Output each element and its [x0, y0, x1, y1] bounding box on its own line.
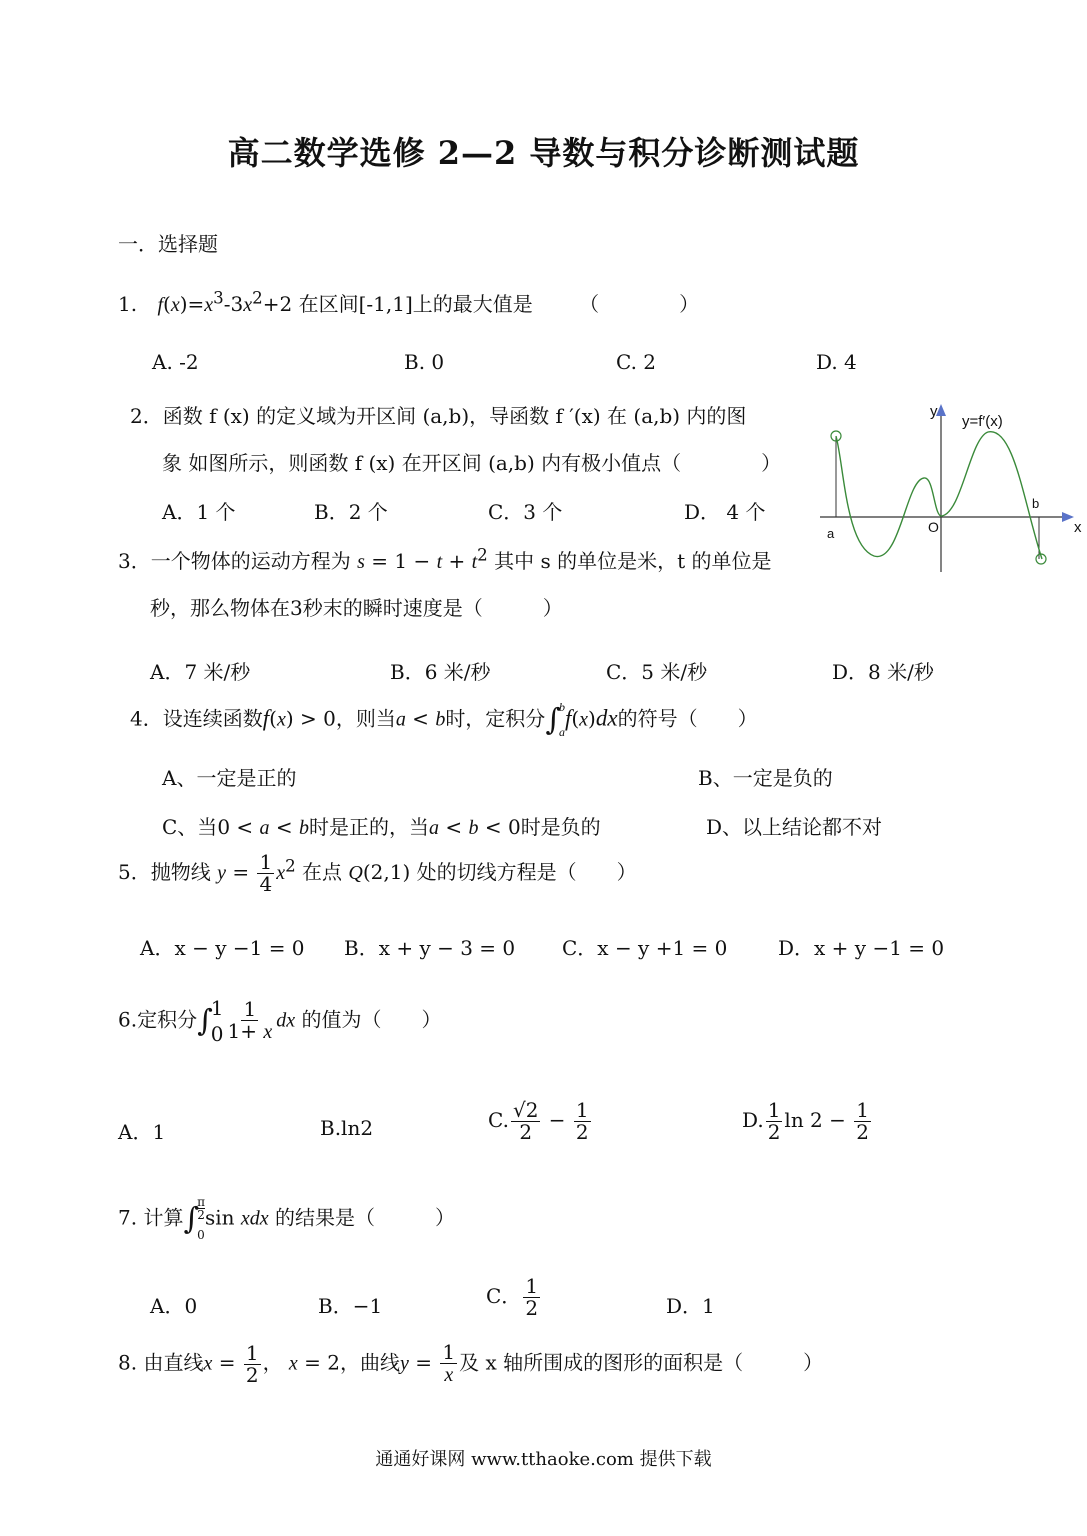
question-3-line2: 秒，那么物体在3秒末的瞬时速度是（ ） [150, 596, 563, 620]
q1-option-b: B. 0 [404, 350, 445, 374]
x-axis-label: x [1074, 519, 1082, 536]
q2-option-c: C．3 个 [488, 500, 563, 524]
q4-option-c: C、当0 < a < b时是正的，当a < b < 0时是负的 [162, 815, 601, 839]
b-label: b [1032, 496, 1040, 511]
derivative-curve [836, 432, 1042, 559]
q1-option-a: A. -2 [152, 350, 199, 374]
question-2-line2: 象 如图所示，则函数 f (x) 在开区间 (a,b) 内有极小值点（ ） [162, 451, 782, 475]
q6-option-c: C. $\frac{√2}{2}$ − $\frac{1}{2}$ [488, 1098, 589, 1144]
q2-option-a: A．1 个 [162, 500, 236, 524]
function-label: y=f′(x) [962, 413, 1003, 430]
q6-option-d: D. $\frac{1}{2}$ ln 2 − $\frac{1}{2}$ [742, 1098, 869, 1144]
q2-option-b: B．2 个 [314, 500, 388, 524]
q3-option-a: A．7 米/秒 [150, 660, 251, 684]
q3-option-c: C．5 米/秒 [606, 660, 708, 684]
question-5: 5．抛物线 y = $\frac{1}{4}$ $x^2$ 在点 Q(2,1) 处的切线方程是（ ） [118, 850, 637, 896]
q4-option-b: B、一定是负的 [698, 766, 833, 790]
q6-option-a: A．1 [118, 1120, 166, 1144]
question-4: 4．设连续函数f(x) > 0，则当a < b时，定积分∫ b a f(x)dx的符号（ ） [130, 700, 758, 739]
question-3-line1: 3．一个物体的运动方程为 $s = 1 - t + t^2$ 其中 s 的单位是米，t 的单位是 [118, 545, 772, 573]
derivative-graph [810, 396, 1086, 586]
q5-option-a: A．x − y −1 = 0 [140, 936, 305, 960]
q7-option-a: A．0 [150, 1294, 198, 1318]
page-title: 高二数学选修 2—2 导数与积分诊断测试题 [227, 134, 860, 172]
q1-option-d: D. 4 [816, 350, 857, 374]
y-axis-label: y [930, 403, 938, 420]
q3-option-b: B．6 米/秒 [390, 660, 491, 684]
q7-option-b: B．−1 [318, 1294, 383, 1318]
q7-option-c: C． $\frac{1}{2}$ [486, 1274, 539, 1320]
question-1: 1. $f(x)=x^3-3x^2+2$ 在区间[-1,1]上的最大值是 （ ） [118, 288, 700, 316]
a-label: a [827, 526, 835, 541]
y-axis-arrow-icon [936, 404, 946, 416]
q3-option-d: D．8 米/秒 [832, 660, 934, 684]
question-7: 7. 计算∫ π 2 0 sin xdx 的结果是（ ） [118, 1195, 456, 1242]
q5-option-b: B．x + y − 3 = 0 [344, 936, 516, 960]
origin-label: O [928, 519, 939, 535]
q4-option-a: A、一定是正的 [162, 766, 297, 790]
q4-option-d: D、以上结论都不对 [706, 815, 883, 839]
q5-option-c: C．x − y +1 = 0 [562, 936, 728, 960]
question-8: 8. 由直线x = $\frac{1}{2}$ ， x = 2，曲线y = $\frac{1}{x}$ 及 x 轴所围成的图形的面积是（ ） [118, 1340, 824, 1387]
section-heading: 一．选择题 [118, 232, 218, 256]
q2-option-d: D． 4 个 [684, 500, 766, 524]
q7-option-d: D．1 [666, 1294, 715, 1318]
question-6: 6.定积分∫ 1 0 $\frac{1}{1+ x}$ dx 的值为（ ） [118, 996, 442, 1046]
question-2-line1: 2．函数 f (x) 的定义域为开区间 (a,b)，导函数 f ′(x) 在 (a,b) 内的图 [130, 404, 747, 428]
q6-option-b: B.ln2 [320, 1116, 374, 1140]
page-footer: 通通好课网 www.tthaoke.com 提供下载 [375, 1449, 712, 1470]
q1-option-c: C. 2 [616, 350, 657, 374]
x-axis-arrow-icon [1062, 512, 1074, 522]
q5-option-d: D．x + y −1 = 0 [778, 936, 945, 960]
